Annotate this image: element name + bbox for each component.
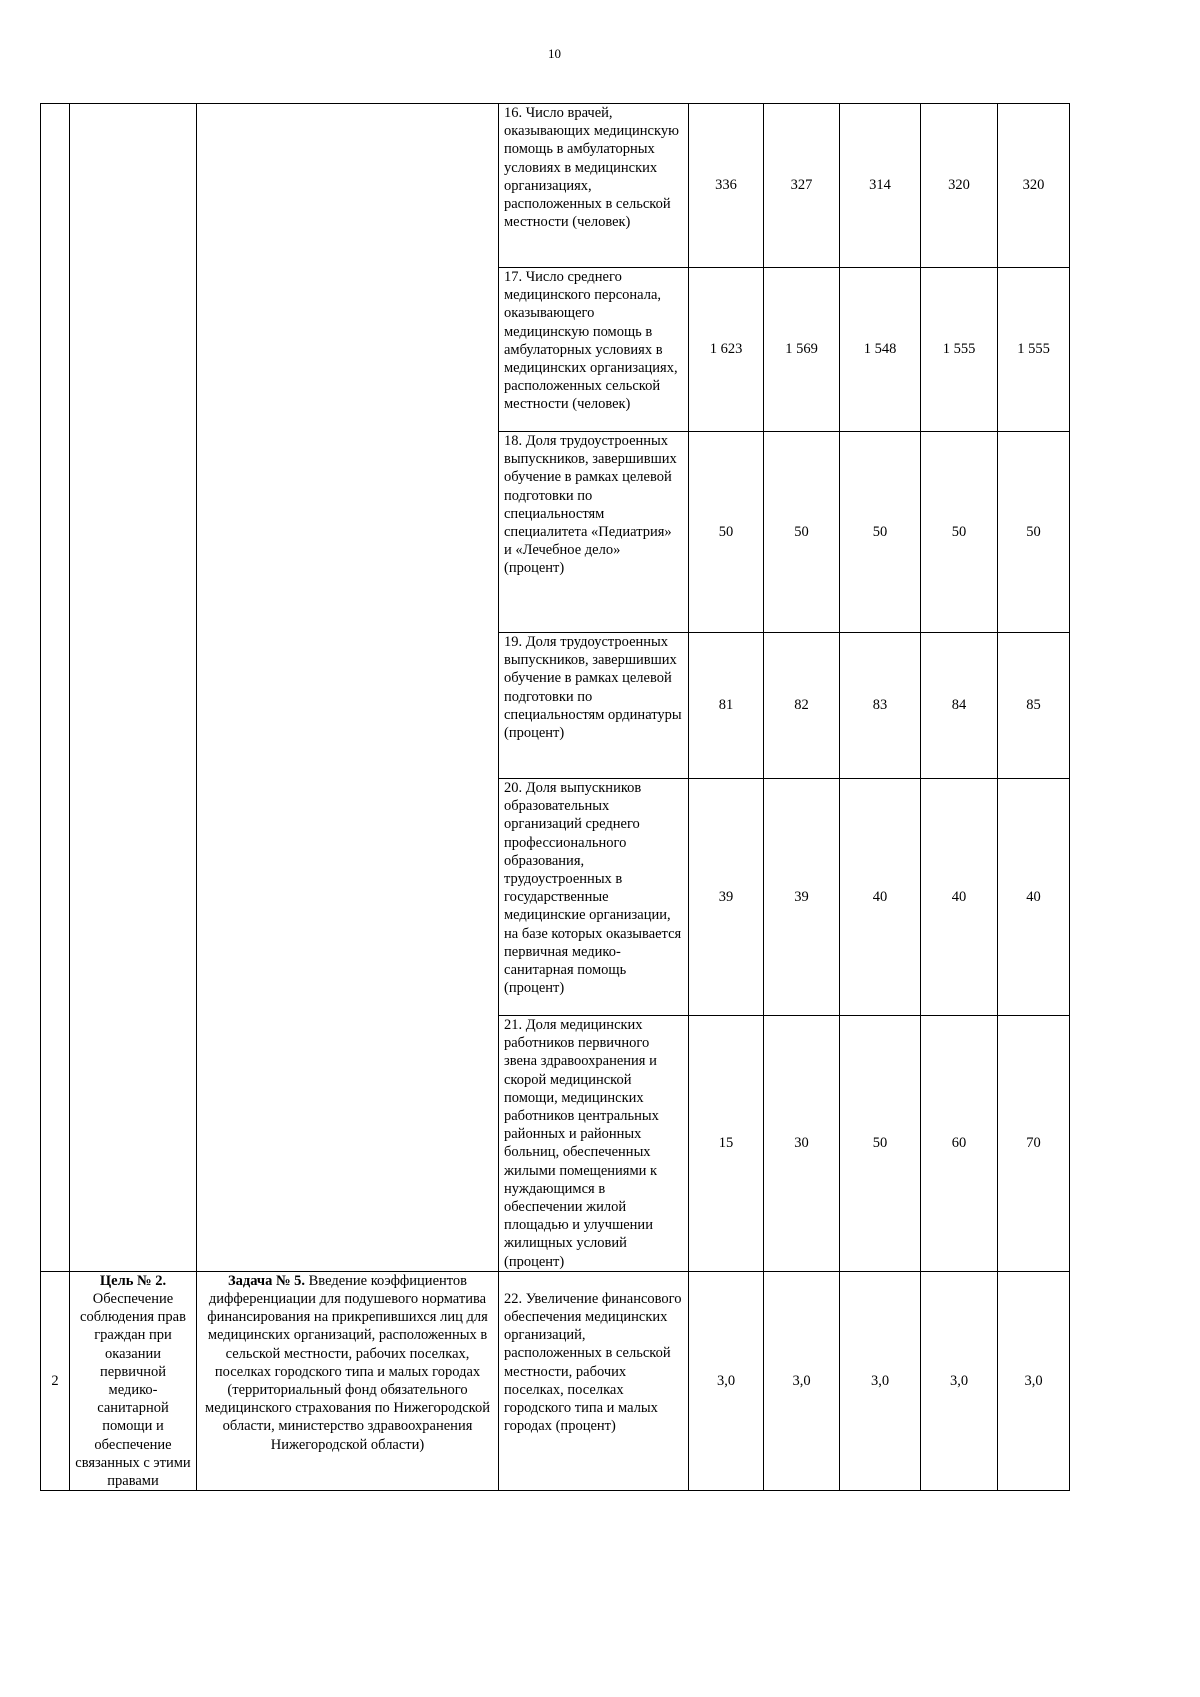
task-title: Задача № 5. [227,1272,306,1289]
value-cell: 15 [689,1016,764,1272]
indicator-text: 22. Увеличение финансового обеспечения медицинских организаций, расположенных в сельской местности, рабочих поселках, поселках городского типа и малых городах (процент) [504,1290,682,1435]
value-cell: 327 [764,104,840,268]
goal-text: Обеспечение соблюдения прав граждан при оказании первичной медико-санитарной помощи и обеспечение связанных с этими правами [75,1291,191,1490]
table-row [41,104,1070,268]
value-cell: 70 [998,1016,1070,1272]
value-cell: 50 [921,432,998,633]
value-cell: 1 555 [998,268,1070,432]
value-cell: 1 555 [921,268,998,432]
value-cell: 60 [921,1016,998,1272]
indicator-cell: 17. Число среднего медицинского персонала, оказывающего медицинскую помощь в амбулаторных условиях в медицинских организациях, расположенных сельской местности (человек) [499,268,689,432]
indicator-cell: 20. Доля выпускников образовательных организаций среднего профессионального образования, трудоустроенных в государственные медицинские организации, на базе которых оказывается первичная медико-санитарная помощь (процент) [499,779,689,1016]
value-cell: 3,0 [998,1271,1070,1490]
value-cell: 81 [689,633,764,779]
value-cell: 3,0 [921,1271,998,1490]
value-cell: 50 [998,432,1070,633]
value-cell: 50 [840,1016,921,1272]
value-cell: 50 [764,432,840,633]
value-cell: 3,0 [764,1271,840,1490]
value-cell: 314 [840,104,921,268]
value-cell: 40 [998,779,1070,1016]
value-cell: 40 [921,779,998,1016]
value-cell: 320 [998,104,1070,268]
value-cell: 1 569 [764,268,840,432]
value-cell: 82 [764,633,840,779]
value-cell: 30 [764,1016,840,1272]
value-cell: 50 [689,432,764,633]
value-cell: 320 [921,104,998,268]
value-cell: 85 [998,633,1070,779]
indicator-cell: 21. Доля медицинских работников первичного звена здравоохранения и скорой медицинской помощи, медицинских работников центральных районных и районных больниц, обеспеченных жилыми помещениями к нуждающимся в обеспечении жилой площадью и улучшении жилищных условий (процент) [499,1016,689,1272]
value-cell: 3,0 [689,1271,764,1490]
value-cell: 336 [689,104,764,268]
value-cell: 1 623 [689,268,764,432]
value-cell: 84 [921,633,998,779]
value-cell: 39 [764,779,840,1016]
task-cell [197,1271,499,1490]
indicator-cell: 19. Доля трудоустроенных выпускников, завершивших обучение в рамках целевой подготовки по специальностям ординатуры (процент) [499,633,689,779]
goal-cell [70,1271,197,1490]
indicators-table [40,103,1070,1491]
goal-cell-empty [70,104,197,1272]
task-cell-empty [197,104,499,1272]
value-cell: 40 [840,779,921,1016]
indicator-cell: 18. Доля трудоустроенных выпускников, завершивших обучение в рамках целевой подготовки по специальностям специалитета «Педиатрия» и «Лечебное дело» (процент) [499,432,689,633]
task-text: Введение коэффициентов дифференциации для подушевого норматива финансирования на прикрепившихся лиц для медицинских организаций, расположенных в сельской местности, рабочих поселках, поселках городского типа и малых городах (территориальный фонд обязательного медицинского страхования по Нижегородской области, министерство здравоохранения Нижегородской области) [205,1272,490,1453]
page-number: 10 [548,46,561,61]
goal-title: Цель № 2. [99,1272,167,1289]
value-cell: 1 548 [840,268,921,432]
indicator-cell: 16. Число врачей, оказывающих медицинскую помощь в амбулаторных условиях в медицинских организациях, расположенных в сельской местности (человек) [499,104,689,268]
value-cell: 39 [689,779,764,1016]
number-cell-empty [41,104,70,1272]
row-number-cell: 2 [41,1271,70,1490]
table-row-goal-2 [41,1271,1070,1490]
value-cell: 83 [840,633,921,779]
indicator-cell [499,1271,689,1490]
value-cell: 50 [840,432,921,633]
value-cell: 3,0 [840,1271,921,1490]
